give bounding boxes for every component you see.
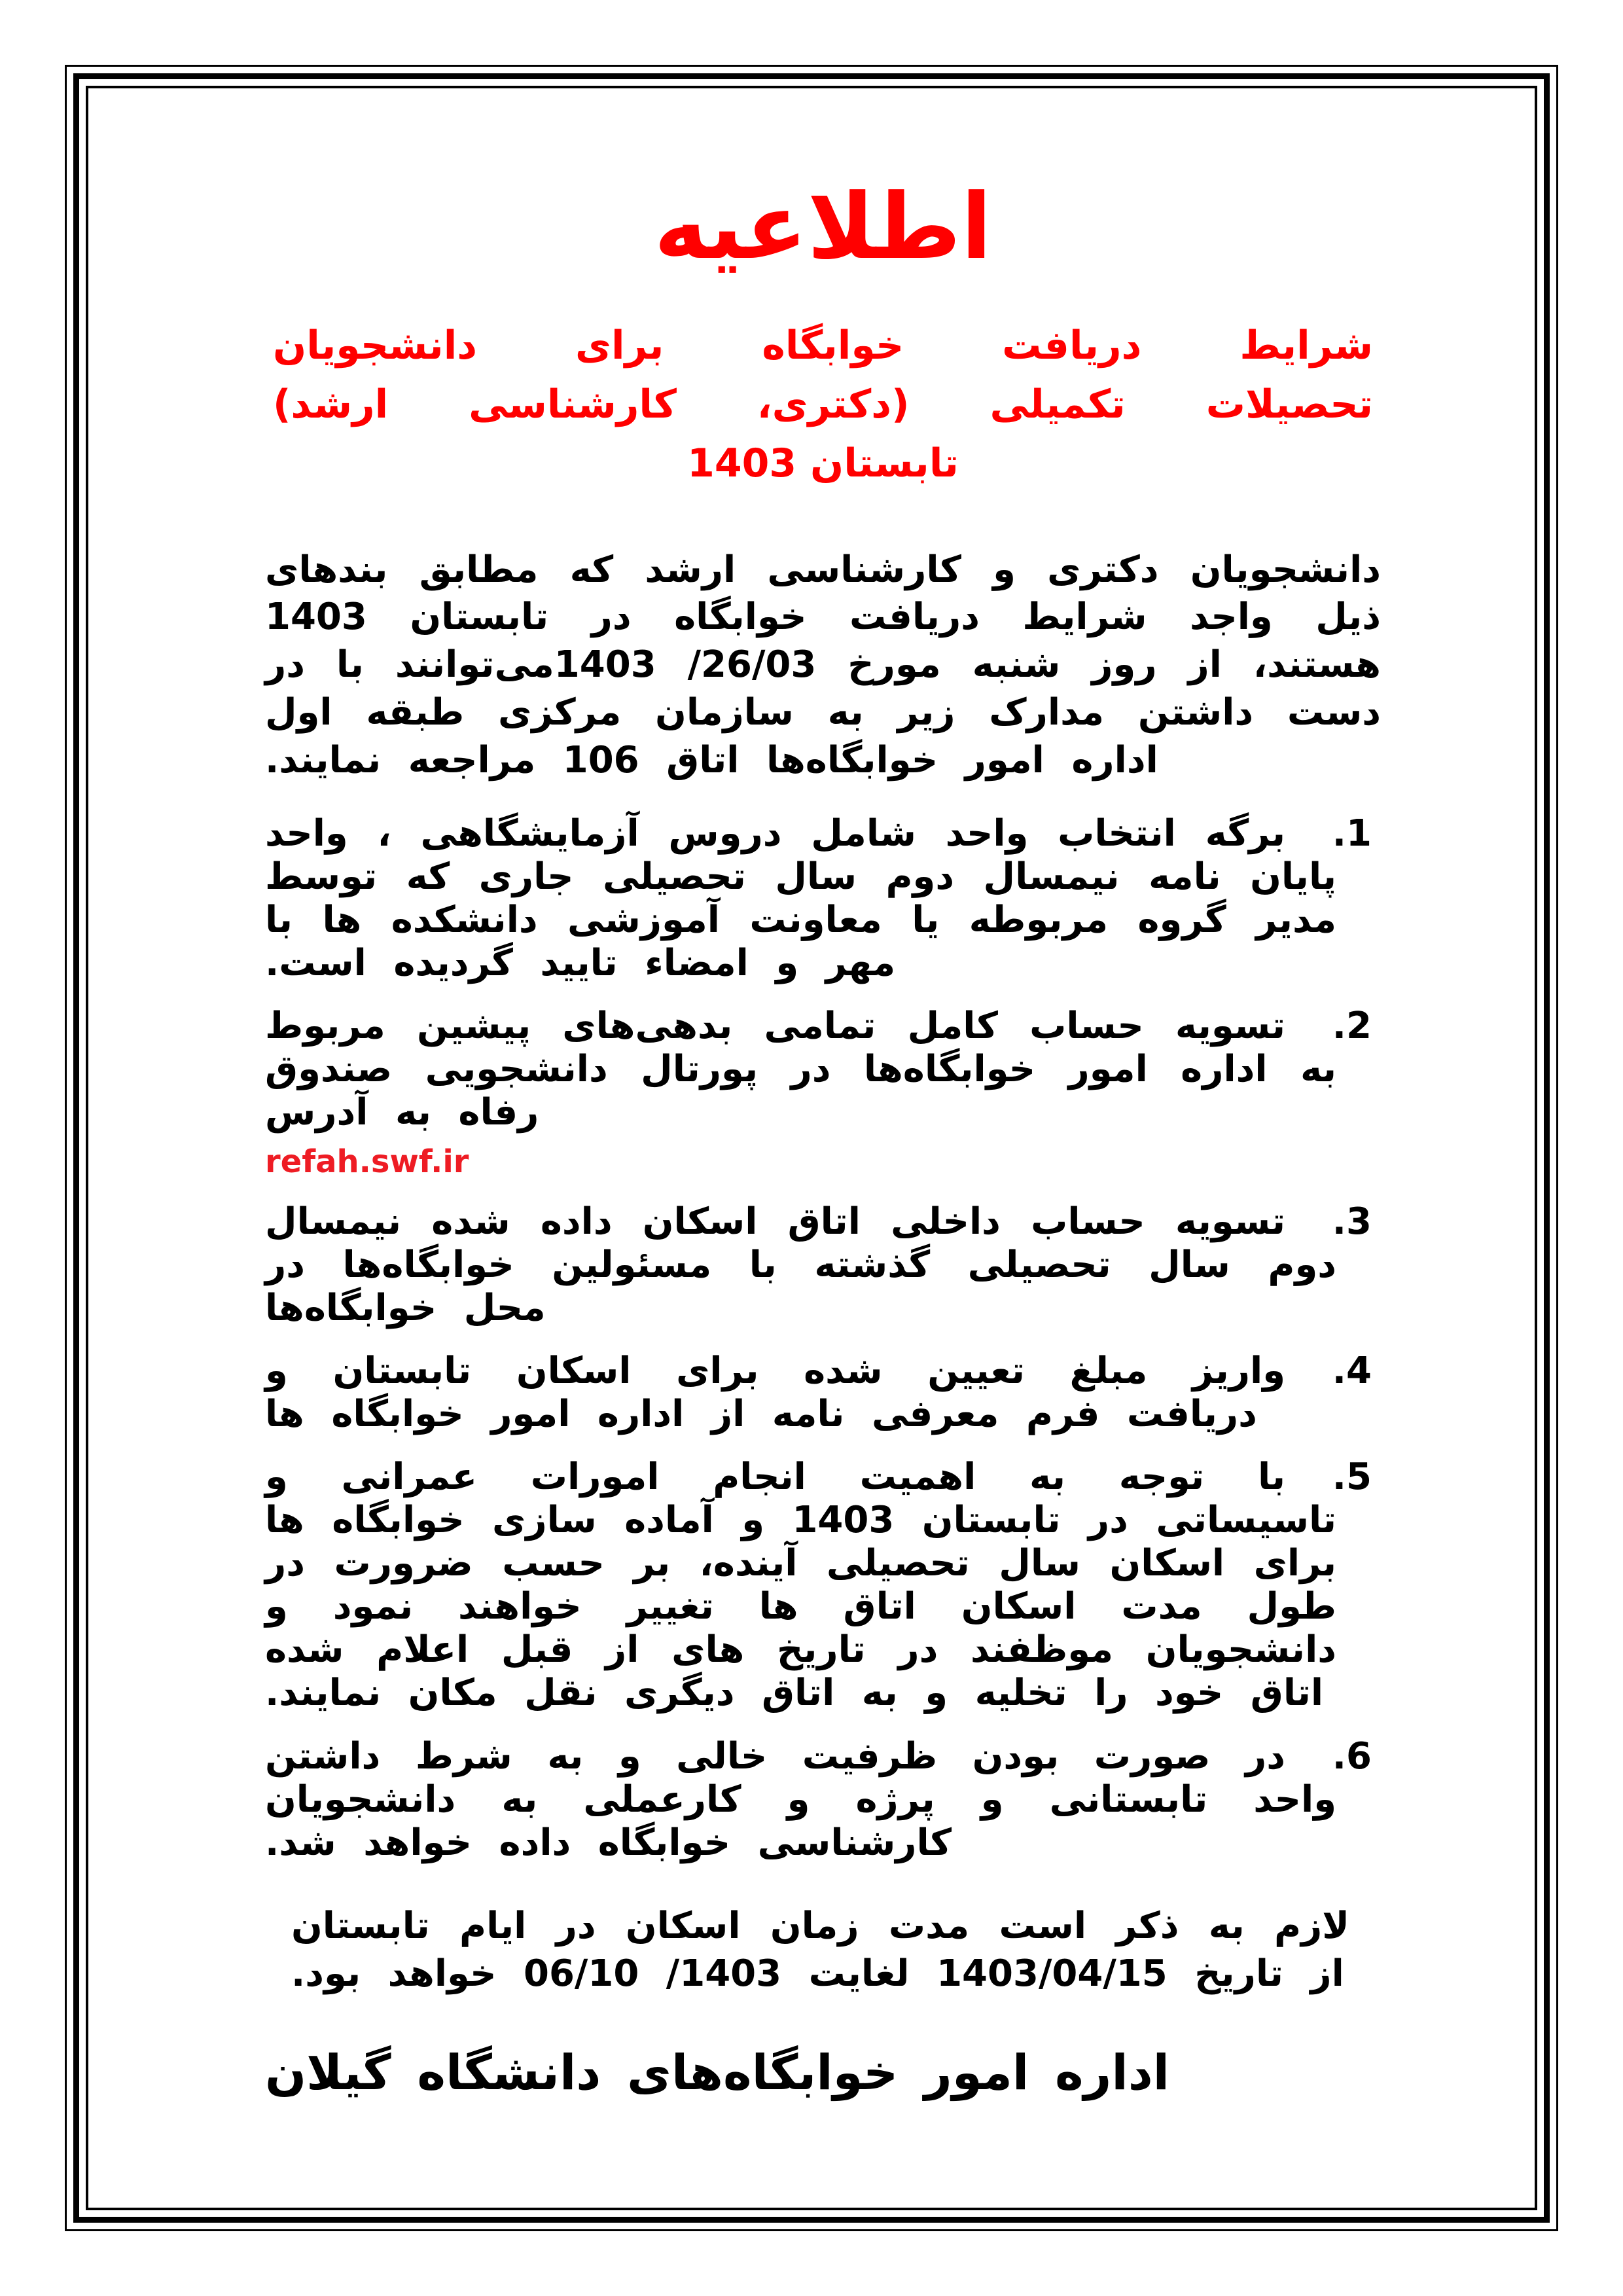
item-4-number: 4. bbox=[1332, 1349, 1372, 1392]
item-3-number: 3. bbox=[1332, 1200, 1372, 1243]
item-6-number: 6. bbox=[1332, 1734, 1372, 1778]
list-item-3 bbox=[265, 1200, 1381, 1330]
item-1-text: برگه انتخاب واحد شامل دروس آزمایشگاهی ، واحد پایان نامه نیمسال دوم سال تحصیلی جاری که توسط مدیر گروه مربوطه یا معاونت آموزشی دانشکده ها با مهر و امضاء تایید گردیده است. bbox=[265, 812, 1336, 984]
announcement-title: اطلاعیه bbox=[654, 174, 992, 279]
refah-portal-link[interactable]: refah.swf.ir bbox=[265, 1143, 469, 1181]
item-5-number: 5. bbox=[1332, 1456, 1372, 1499]
item-2-text: تسویه حساب کامل تمامی بدهی‌های پیشین مربوط به اداره امور خوابگاه‌ها در پورتال دانشجویی صندوق رفاه به آدرس bbox=[265, 1004, 1336, 1134]
signature-dormitory-office: اداره امور خوابگاه‌های دانشگاه گیلان bbox=[265, 2045, 1170, 2102]
list-item-5 bbox=[265, 1456, 1381, 1715]
item-4-text: واریز مبلغ تعیین شده برای اسکان تابستان و دریافت فرم معرفی نامه از اداره امور خوابگاه ها bbox=[265, 1349, 1285, 1436]
item-3-text: تسویه حساب داخلی اتاق اسکان داده شده نیمسال دوم سال تحصیلی گذشته با مسئولین خوابگاه‌ها در محل خوابگاه‌ها bbox=[265, 1200, 1336, 1329]
list-item-6 bbox=[265, 1735, 1381, 1865]
item-2-number: 2. bbox=[1332, 1004, 1372, 1047]
item-5-text: با توجه به اهمیت انجام امورات عمرانی و تاسیساتی در تابستان 1403 و آماده سازی خوابگاه ها برای اسکان سال تحصیلی آینده، بر حسب ضرورت در طول مدت اسکان اتاق ها تغییر خواهند نمود و دانشجویان موظفند در تاریخ های از قبل اعلام شده اتاق خود را تخلیه و به اتاق دیگری نقل مکان نمایند. bbox=[265, 1456, 1336, 1715]
subtitle-line-3: تابستان 1403 bbox=[687, 440, 959, 486]
subtitle-line-2: تحصیلات تکمیلی (دکتری، کارشناسی ارشد) bbox=[273, 381, 1373, 427]
document-body bbox=[265, 92, 1381, 2101]
duration-note: لازم به ذکر است مدت زمان اسکان در ایام تابستان از تاریخ 1403/04/15 لغایت 1403/ 06/10 خواهد بود. bbox=[291, 1904, 1349, 1995]
intro-paragraph: دانشجویان دکتری و کارشناسی ارشد که مطابق بندهای ذیل واجد شرایط دریافت خوابگاه در تابستان 1403 هستند، از روز شنبه مورخ 26/03/ 1403می‌توانند با در دست داشتن مدارک زیر به سازمان مرکزی طبقه اول اداره امور خوابگاه‌ها اتاق 106 مراجعه نمایند. bbox=[265, 548, 1382, 781]
subtitle-line-1: شرایط دریافت خوابگاه برای دانشجویان bbox=[273, 322, 1373, 368]
announcement-subtitle bbox=[265, 316, 1381, 493]
list-item-2 bbox=[265, 1005, 1381, 1181]
item-6-text: در صورت بودن ظرفیت خالی و به شرط داشتن واحد تابستانی و پرژه و کارعملی به دانشجویان کارشناسی خوابگاه داده خواهد شد. bbox=[265, 1734, 1336, 1864]
list-item-1 bbox=[265, 812, 1381, 985]
item-1-number: 1. bbox=[1332, 812, 1372, 855]
list-item-4 bbox=[265, 1350, 1381, 1436]
requirements-list bbox=[265, 812, 1381, 1865]
